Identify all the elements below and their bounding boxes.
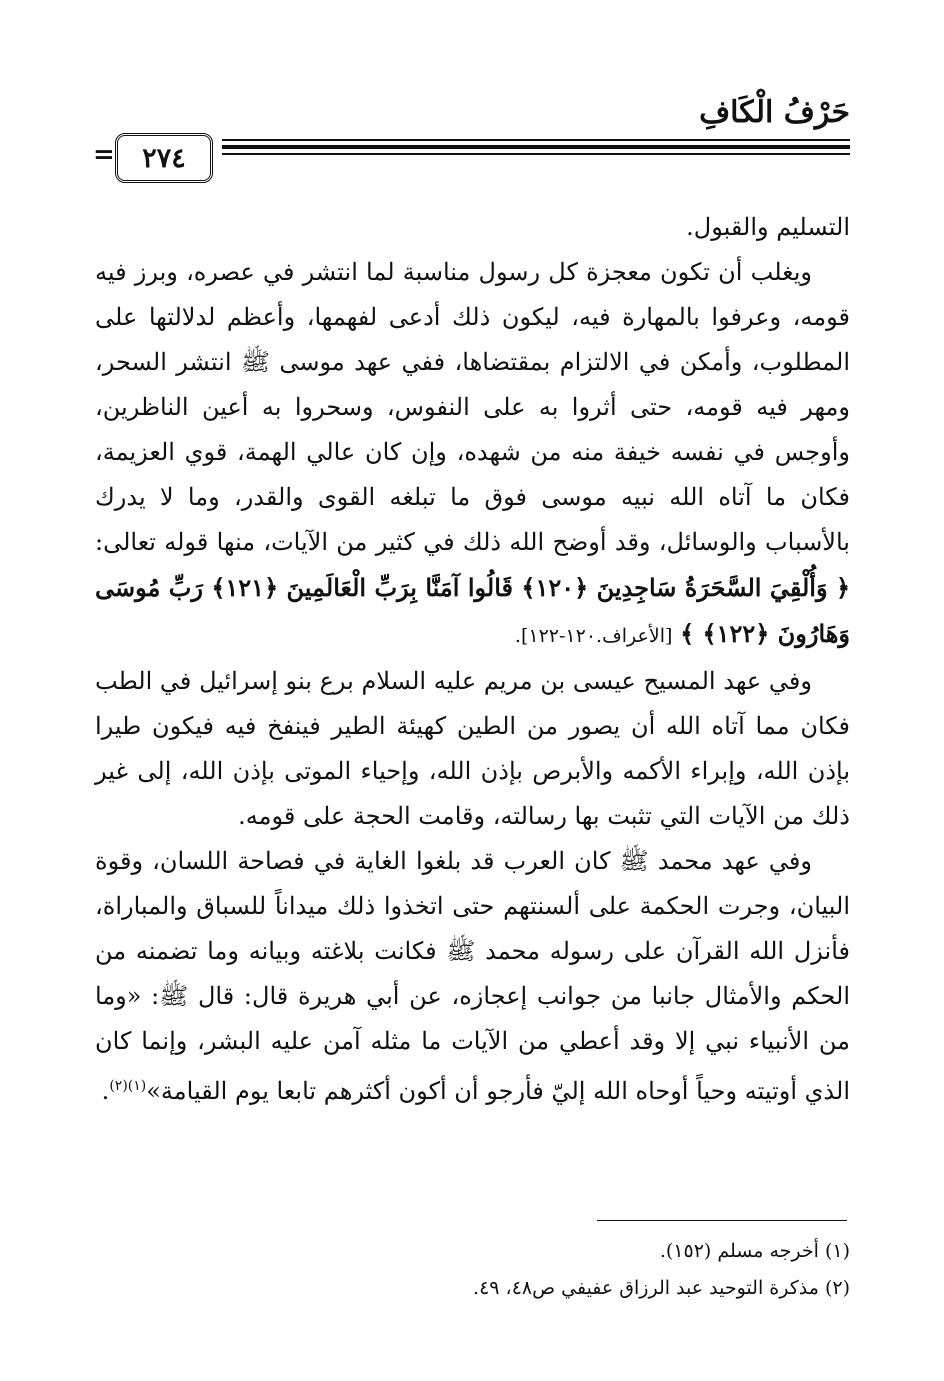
quran-verse: ﴿ وَأُلْقِيَ السَّحَرَةُ سَاجِدِينَ ﴿١٢٠﴾ قَالُوا آمَنَّا بِرَبِّ الْعَالَمِينَ ﴿١٢١﴾ رَبِّ مُوسَى وَهَارُونَ ﴿١٢٢﴾ ﴾	[95, 573, 851, 648]
chapter-title: حَرْفُ الْكَافِ	[699, 95, 850, 130]
paragraph-2-text: ويغلب أن تكون معجزة كل رسول مناسبة لما انتشر في عصره، وبرز فيه قومه، وعرفوا بالمهارة فيه، ليكون ذلك أدعى لفهمها، وأعظم لدلالتها على المطلوب، وأمكن في الالتزام بمقتضاها، ففي عهد موسى ﷺ انتشر السحر، ومهر فيه قومه، حتى أثروا به على النفوس، وسحروا به أعين الناظرين، وأوجس في نفسه خيفة منه من شهده، وإن كان عالي الهمة، قوي العزيمة، فكان ما آتاه الله نبيه موسى فوق ما تبلغه القوى والقدر، وما لا يدرك بالأسباب والوسائل، وقد أوضح الله ذلك في كثير من الآيات، منها قوله تعالى:	[95, 258, 850, 556]
paragraph-2	[95, 250, 850, 659]
paragraph-4-text: وفي عهد محمد ﷺ كان العرب قد بلغوا الغاية في فصاحة اللسان، وقوة البيان، وجرت الحكمة على ألسنتهم حتى اتخذوا ذلك ميداناً للسباق والمباراة، فأنزل الله القرآن على رسوله محمد ﷺ فكانت بلاغته وبيانه وما تضمنه من الحكم والأمثال جانبا من جوانب إعجازه، عن أبي هريرة قال: قال ﷺ: «وما من الأنبياء نبي إلا وقد أعطي من الآيات ما مثله آمن عليه البشر، وإنما كان الذي أوتيته وحياً أوحاه الله إليّ فأرجو أن أكون أكثرهم تابعا يوم القيامة»	[95, 847, 850, 1105]
header-rule-top	[222, 139, 850, 141]
paragraph-4-end: .	[101, 1077, 110, 1105]
footnote-1: (١) أخرجه مسلم (١٥٢).	[659, 1240, 850, 1262]
paragraph-1: التسليم والقبول.	[686, 213, 850, 241]
page-number: ٢٧٤	[115, 133, 213, 183]
footnote-marker-2[interactable]: (٢)	[109, 1078, 128, 1094]
paragraph-4	[95, 839, 850, 1114]
footnote-2: (٢) مذكرة التوحيد عبد الرزاق عفيفي ص٤٨، ٤٩.	[473, 1277, 850, 1299]
paragraph-3: وفي عهد المسيح عيسى بن مريم عليه السلام برع بنو إسرائيل في الطب فكان مما آتاه الله أن يصور من الطين كهيئة الطير فينفخ فيه فيكون طيرا بإذن الله، وإبراء الأكمه والأبرص بإذن الله، وإحياء الموتى بإذن الله، إلى غير ذلك من الآيات التي تثبت بها رسالته، وقامت الحجة على قومه.	[95, 667, 850, 830]
header-rule-bottom	[222, 153, 850, 155]
footnotes	[95, 1233, 850, 1307]
footnote-divider	[597, 1220, 847, 1221]
header-separator: =	[93, 140, 115, 170]
footnote-marker-1[interactable]: (١)	[127, 1078, 147, 1094]
header-rule-middle	[222, 145, 850, 149]
page-header	[95, 95, 850, 180]
main-text	[95, 205, 850, 1114]
verse-reference: [الأعراف.١٢٠-١٢٢].	[514, 625, 673, 647]
